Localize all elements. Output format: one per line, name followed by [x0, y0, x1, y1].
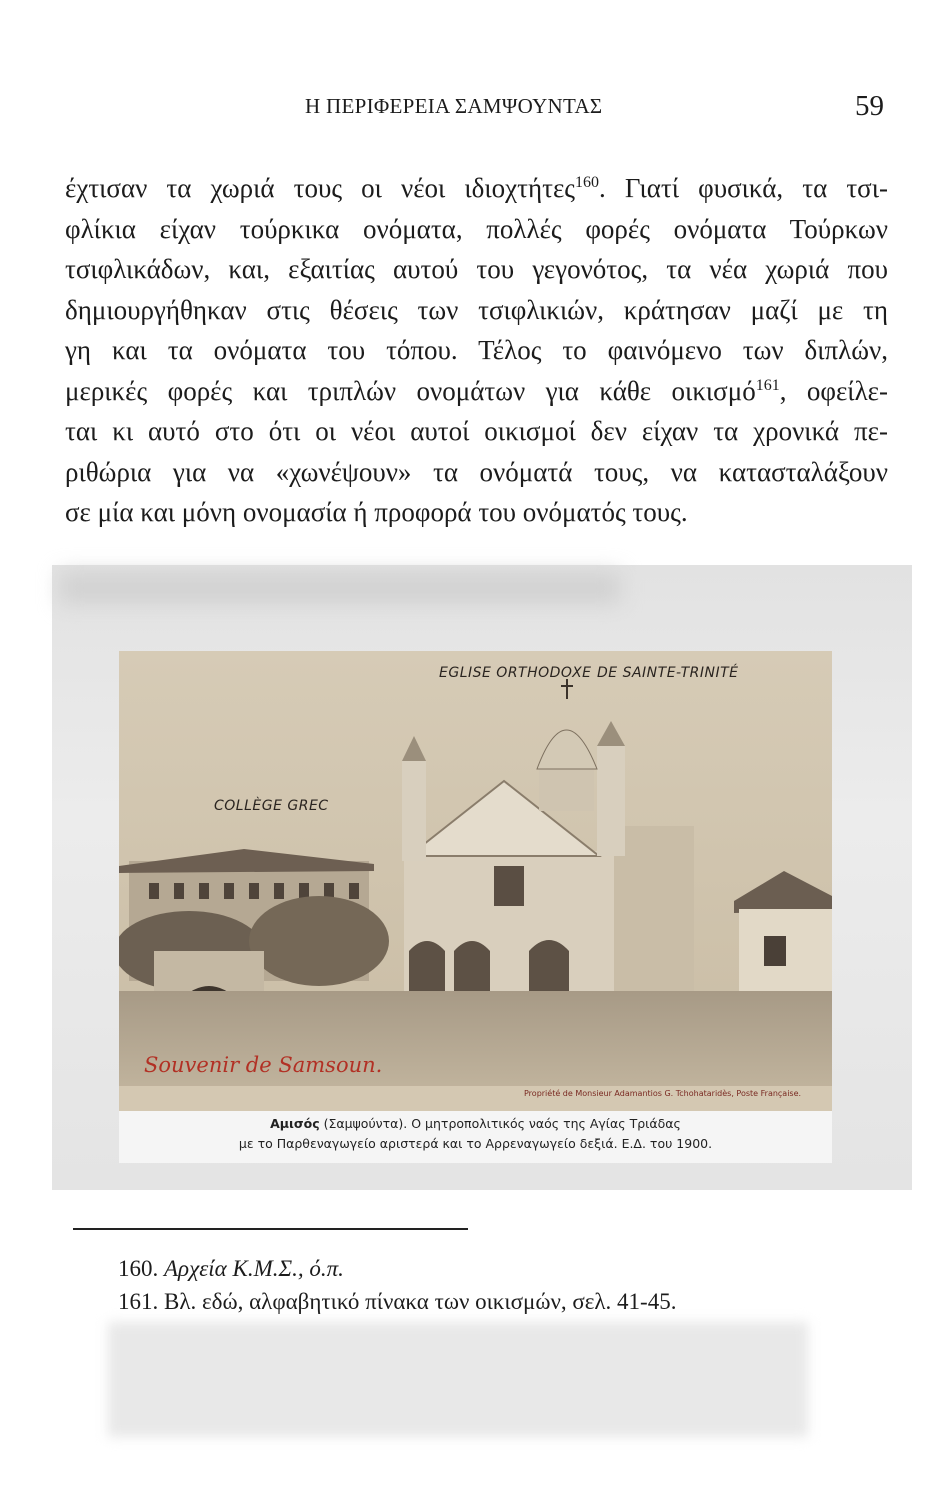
college-label: COLLÈGE GREC [214, 798, 329, 814]
body-text-segment: έχτισαν τα χωριά τους οι νέοι ιδιοχτήτες [65, 173, 575, 203]
body-line: γη και τα ονόματα του τόπου. Τέλος το φαινόμενο των διπλών, [65, 335, 888, 365]
blurred-heading [60, 572, 620, 604]
caption-place: Αμισός [270, 1116, 320, 1131]
figure-caption [119, 1111, 832, 1163]
body-line [65, 168, 888, 209]
body-line: τσιφλικάδων, και, εξαιτίας αυτού του γεγονότος, τα νέα χωριά που [65, 254, 888, 284]
caption-text: (Σαμψούντα). Ο μητροπολιτικός ναός της Αγίας Τριάδας [319, 1116, 681, 1131]
running-title: Η ΠΕΡΙΦΕΡΕΙΑ ΣΑΜΨΟΥΝΤΑΣ [305, 94, 603, 118]
footnote-rule [73, 1228, 468, 1230]
footnote-160 [118, 1252, 676, 1285]
body-line [65, 371, 888, 412]
body-line: ται κι αυτό στο ότι οι νέοι αυτοί οικισμοί δεν είχαν τα χρονικά πε- [65, 416, 888, 446]
page-number: 59 [855, 90, 884, 122]
body-text-segment: , οφείλε- [779, 375, 888, 406]
postcard-photo [119, 651, 832, 1111]
footnote-number: 160. [118, 1256, 159, 1281]
body-line: ριθώρια για να «χωνέψουν» τα ονόματά τους, να κατασταλάξουν [65, 456, 888, 487]
running-head [0, 90, 950, 124]
footnote-text: Βλ. εδώ, αλφαβητικό πίνακα των οικισμών, σελ. 41-45. [164, 1289, 677, 1314]
postcard-heading-left: EGLISE ORTHODOXE [439, 665, 592, 681]
souvenir-title: Souvenir de Samsoun. [144, 1053, 383, 1077]
footnote-161 [118, 1285, 676, 1318]
caption-line-2: με το Παρθεναγωγείο αριστερά και το Αρρεναγωγείο δεξιά. Ε.Δ. του 1900. [238, 1136, 713, 1151]
body-line: σε μία και μόνη ονομασία ή προφορά του ονόματός τους. [65, 497, 688, 527]
body-text-segment: . Γιατί φυσικά, τα τσι- [599, 173, 888, 203]
footnote-reference: 160 [575, 174, 599, 191]
postcard-heading-right: DE SAINTE-TRINITÉ [597, 665, 739, 681]
footnotes [118, 1252, 676, 1318]
body-paragraph [65, 168, 888, 533]
body-line: φλίκια είχαν τούρκικα ονόματα, πολλές φορές ονόματα Τούρκων [65, 213, 888, 244]
caption-line-1 [119, 1114, 832, 1134]
footnote-reference: 161 [755, 376, 780, 394]
body-text-segment: μερικές φορές και τριπλών ονομάτων για κάθε οικισμό [65, 375, 756, 406]
blurred-region [108, 1322, 808, 1437]
postcard-illustration [119, 651, 832, 1111]
body-line: δημιουργήθηκαν στις θέσεις των τσιφλικιών, κράτησαν μαζί με τη [65, 294, 888, 325]
footnote-number: 161. [118, 1289, 159, 1314]
footnote-text: Αρχεία Κ.Μ.Σ., ό.π. [164, 1256, 344, 1281]
publisher-credit: Propriété de Monsieur Adamantios G. Tchohataridès, Poste Française. [524, 1089, 802, 1098]
